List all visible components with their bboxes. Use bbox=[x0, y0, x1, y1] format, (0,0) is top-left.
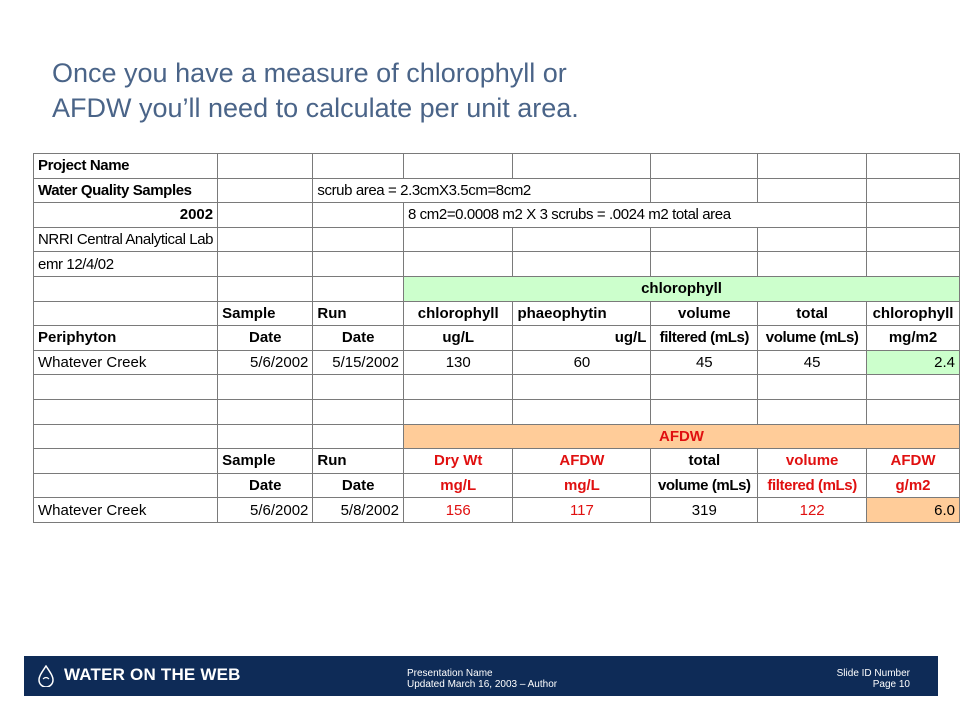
header-cell: AFDW bbox=[513, 449, 651, 474]
table-row bbox=[34, 276, 960, 301]
header-cell: volume (mLs) bbox=[758, 326, 867, 351]
header-cell: total bbox=[651, 449, 758, 474]
data-cell: 45 bbox=[651, 350, 758, 375]
lab-cell: NRRI Central Analytical Lab bbox=[34, 227, 218, 252]
slide-title-line-2: AFDW you’ll need to calculate per unit area. bbox=[52, 93, 579, 123]
header-cell: Dry Wt bbox=[403, 449, 512, 474]
data-cell: 45 bbox=[758, 350, 867, 375]
footer-bar bbox=[24, 656, 938, 696]
slide-id: Slide ID Number bbox=[836, 668, 910, 679]
presentation-info bbox=[407, 668, 557, 690]
data-cell: 5/15/2002 bbox=[313, 350, 404, 375]
header-cell: total bbox=[758, 301, 867, 326]
header-cell: Run bbox=[313, 301, 404, 326]
header-cell: filtered (mLs) bbox=[651, 326, 758, 351]
header-cell: Date bbox=[313, 326, 404, 351]
scrub-area-cell: scrub area = 2.3cmX3.5cm=8cm2 bbox=[313, 178, 651, 203]
header-cell: mg/L bbox=[513, 473, 651, 498]
data-cell: 117 bbox=[513, 498, 651, 523]
water-drop-icon bbox=[36, 665, 56, 687]
header-cell: volume bbox=[651, 301, 758, 326]
water-quality-cell: Water Quality Samples bbox=[34, 178, 218, 203]
header-cell: volume (mLs) bbox=[651, 473, 758, 498]
header-cell: mg/m2 bbox=[867, 326, 960, 351]
header-cell: Date bbox=[313, 473, 404, 498]
chlorophyll-result-cell: 2.4 bbox=[867, 350, 960, 375]
table-row bbox=[34, 350, 960, 375]
data-cell: Whatever Creek bbox=[34, 350, 218, 375]
table-row bbox=[34, 154, 960, 179]
header-cell: chlorophyll bbox=[403, 301, 512, 326]
slide-title-line-1: Once you have a measure of chlorophyll or bbox=[52, 58, 567, 88]
header-cell: ug/L bbox=[403, 326, 512, 351]
total-area-cell: 8 cm2=0.0008 m2 X 3 scrubs = .0024 m2 total area bbox=[403, 203, 866, 228]
table-row bbox=[34, 252, 960, 277]
afdw-section-header: AFDW bbox=[403, 424, 959, 449]
header-cell: Sample bbox=[218, 449, 313, 474]
table-row bbox=[34, 178, 960, 203]
data-cell: 122 bbox=[758, 498, 867, 523]
data-cell: 60 bbox=[513, 350, 651, 375]
afdw-result-cell: 6.0 bbox=[867, 498, 960, 523]
slide-title bbox=[52, 56, 912, 126]
header-cell: ug/L bbox=[513, 326, 651, 351]
slide-info bbox=[837, 668, 910, 690]
header-cell: Periphyton bbox=[34, 326, 218, 351]
page-number: Page 10 bbox=[872, 679, 910, 690]
brand-name: WATER ON THE WEB bbox=[64, 665, 241, 684]
table-row bbox=[34, 203, 960, 228]
header-cell: Date bbox=[218, 473, 313, 498]
header-cell: filtered (mLs) bbox=[758, 473, 867, 498]
chlorophyll-section-header: chlorophyll bbox=[403, 276, 959, 301]
table-row bbox=[34, 375, 960, 400]
data-cell: 319 bbox=[651, 498, 758, 523]
year-cell: 2002 bbox=[34, 203, 218, 228]
initials-date-cell: emr 12/4/02 bbox=[34, 252, 218, 277]
header-cell: Run bbox=[313, 449, 404, 474]
header-cell: chlorophyll bbox=[867, 301, 960, 326]
header-cell: volume bbox=[758, 449, 867, 474]
header-cell: Sample bbox=[218, 301, 313, 326]
spreadsheet bbox=[33, 153, 960, 523]
data-cell: 5/6/2002 bbox=[218, 498, 313, 523]
table-row bbox=[34, 473, 960, 498]
data-cell: 5/8/2002 bbox=[313, 498, 404, 523]
header-cell: g/m2 bbox=[867, 473, 960, 498]
presentation-name: Presentation Name bbox=[407, 668, 493, 679]
header-cell: AFDW bbox=[867, 449, 960, 474]
data-cell: 156 bbox=[403, 498, 512, 523]
table-row bbox=[34, 449, 960, 474]
header-cell: mg/L bbox=[403, 473, 512, 498]
table-row bbox=[34, 498, 960, 523]
project-name-cell: Project Name bbox=[34, 154, 218, 179]
header-cell: Date bbox=[218, 326, 313, 351]
table-row bbox=[34, 301, 960, 326]
data-cell: Whatever Creek bbox=[34, 498, 218, 523]
table-row bbox=[34, 227, 960, 252]
table-row bbox=[34, 424, 960, 449]
header-cell: phaeophytin bbox=[513, 301, 651, 326]
data-cell: 130 bbox=[403, 350, 512, 375]
data-cell: 5/6/2002 bbox=[218, 350, 313, 375]
table-row bbox=[34, 326, 960, 351]
table-row bbox=[34, 399, 960, 424]
updated-info: Updated March 16, 2003 – Author bbox=[407, 679, 558, 690]
